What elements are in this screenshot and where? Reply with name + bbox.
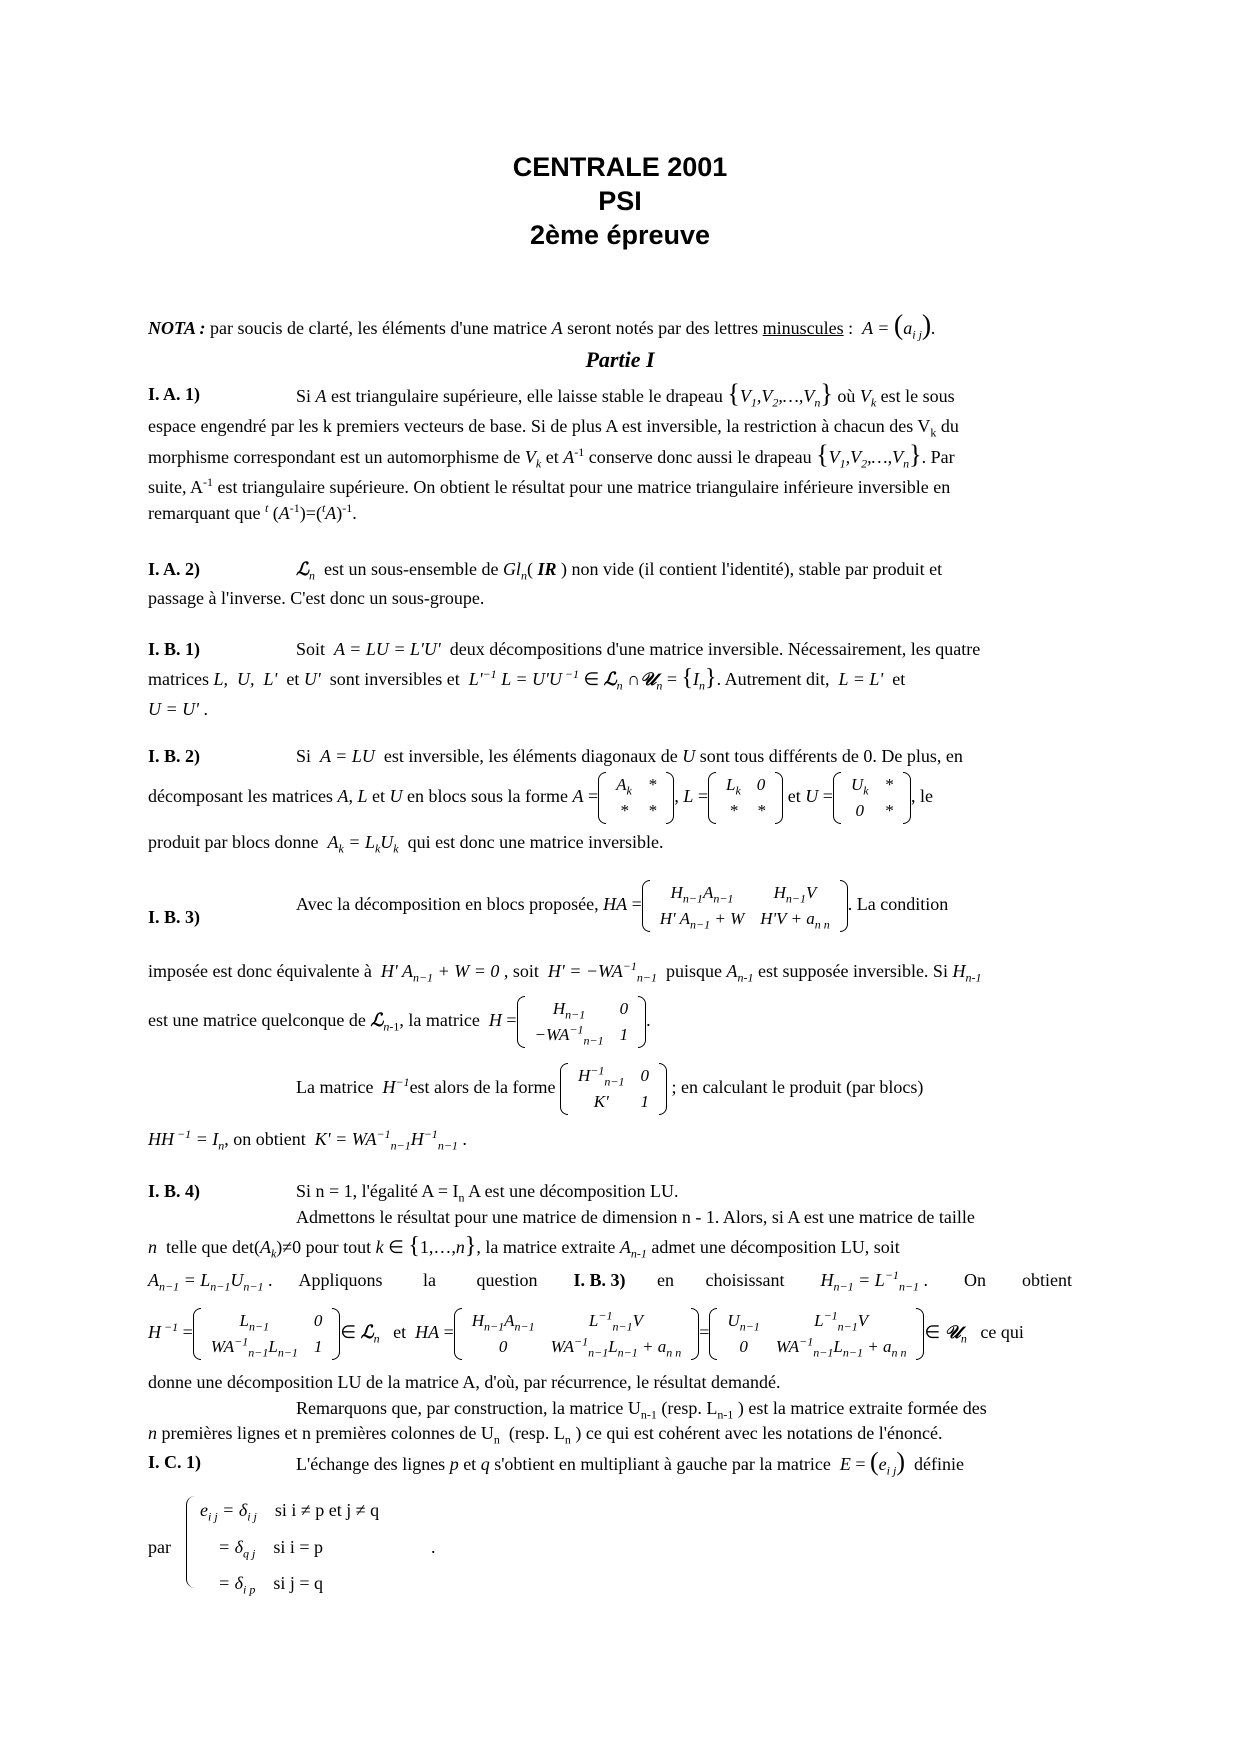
ib3-text: est une matrice quelconque de <box>148 1010 366 1031</box>
ib4-text: et <box>393 1322 407 1343</box>
document-subtitle: PSI <box>598 186 642 216</box>
ib4-text: premières lignes et n premières colonnes de U <box>161 1423 494 1443</box>
part-title: Partie I <box>585 347 655 372</box>
label-ib3: I. B. 3) <box>148 907 201 927</box>
ia1-text: et <box>545 447 559 467</box>
document-subtitle-2: 2ème épreuve <box>529 220 711 250</box>
ib3-text: est supposée inversible. Si <box>757 961 948 981</box>
ib2-text: en blocs sous la forme <box>406 786 568 807</box>
ia1-line-4: suite, $A^{-1}$ est triangulaire supérieure. On obtient le résultat pour une matrice triangulaire inférieure inversible en <box>148 475 951 497</box>
nota-text-3: : <box>848 318 854 338</box>
ia1-text: est triangulaire supérieure, elle laisse stable le drapeau <box>331 386 723 406</box>
ib4-text: ) ce qui est cohérent avec les notations de l'énoncé. <box>575 1423 943 1443</box>
ib4-text: en <box>657 1270 675 1290</box>
matrix-h-inverse-2: $L_{n-1}$ 0 $WA^{-1}_{n-1}L_{n-1}$ 1 <box>193 1308 341 1360</box>
system-brace <box>186 1496 195 1588</box>
ic1-text: L'échange des lignes <box>296 1454 446 1474</box>
ia2-line-1: ℒ$_n$ est un sous-ensemble de $Gl_n$( IR ) non vide (il contient l'identité), stable par produit et <box>296 559 943 583</box>
ic1-par: par <box>148 1537 171 1557</box>
ib4-line-5: H $^{-1}$ = $L_{n-1}$ 0 $WA^{-1}_{n-1}L_{n-1}$ 1 ∈ ℒ$_n$ et HA = $H_{n-1}A_{n-1}$ $L^{-1}_{n-1}V$ 0 $WA^{-1}_{n-1}L_{n-1} + a_{n n}$ = $U_{n-1}$ $L^{-1}_{n-1}V$ 0 $WA^{-1}_{n-1}L_{n-1} + a_{n n}$ ∈ 𝒰$_n$ ce qui <box>148 1308 1024 1360</box>
ib3-line-4: La matrice $H^{-1}est$ alors de la forme $H^{-1}_{n-1}$ 0 K' 1 ; en calculant le produit (par blocs) <box>296 1063 1094 1115</box>
ia2-text: est un sous-ensemble de <box>323 559 499 579</box>
ib2-line-2: décomposant les matrices A, L et U en blocs sous la forme A = $A_k$ * * * , L = $L_k$ 0 * * et U = $U_k$ * 0 * , le <box>148 772 1094 824</box>
ib1-text: Soit <box>296 639 326 659</box>
ia1-text: du <box>940 416 959 436</box>
ic1-text: et <box>463 1454 477 1474</box>
ia1-text: est le sous <box>880 386 955 406</box>
ib1-text: et <box>892 669 906 689</box>
ib4-text: Si n = 1, l'égalité A = I <box>296 1181 459 1201</box>
label-ib4: I. B. 4) <box>148 1181 201 1201</box>
ib2-text: qui est donc une matrice inversible. <box>407 832 664 852</box>
ib1-line-3: U = U' . <box>148 699 208 719</box>
ib3-text: puisque <box>665 961 722 981</box>
ic1-text: définie <box>913 1454 964 1474</box>
ib2-text: sont tous différents de 0. De plus, en <box>699 746 963 766</box>
ib3-text: La matrice <box>296 1077 374 1098</box>
ia1-text: suite, A <box>148 477 204 497</box>
ib4-line-8: n premières lignes et n premières colonnes de $U_n$ (resp. $L_n$ ) ce qui est cohérent avec les notations de l'énoncé. <box>148 1423 943 1447</box>
ib4-text: admet une décomposition LU, soit <box>651 1237 900 1257</box>
ib4-text: (resp. L <box>661 1398 718 1418</box>
ib4-text: telle que det( <box>166 1237 260 1257</box>
ib4-text: question <box>476 1270 538 1290</box>
label-ib1: I. B. 1) <box>148 639 201 659</box>
ib1-line-1: Soit A = LU = L'U' deux décompositions d'une matrice inversible. Nécessairement, les quatre <box>296 639 981 659</box>
ib3-text: . La condition <box>847 894 949 915</box>
ib2-text: est inversible, les éléments diagonaux de <box>383 746 678 766</box>
ib4-text: Remarquons que, par construction, la matrice U <box>296 1398 641 1418</box>
ia2-text: non vide (il contient l'identité), stable par produit et <box>571 559 943 579</box>
nota-text-1: par soucis de clarté, les éléments d'une matrice <box>210 318 548 338</box>
matrix-h-inverse: $H^{-1}_{n-1}$ 0 K' 1 <box>560 1063 667 1115</box>
nota-text-2: seront notés par des lettres <box>567 318 759 338</box>
ib2-text: , le <box>911 786 934 807</box>
ib4-text: )≠0 pour tout <box>276 1237 372 1257</box>
matrix-h: $H_{n-1}$ 0 $-WA^{-1}_{n-1}$ 1 <box>517 996 647 1048</box>
matrix-a-blocks: $A_k$ * * * <box>598 772 674 824</box>
ib2-text: et <box>787 786 801 807</box>
ib1-text: sont inversibles et <box>329 669 460 689</box>
ib3-line-1: Avec la décomposition en blocs proposée, HA = $H_{n-1}A_{n-1}$ $H_{n-1}V$ H' $A_{n-1} + W$ $H'V + a_{n n}$ . La condition <box>296 880 948 932</box>
ic1-case-text: si i = p <box>273 1537 324 1557</box>
ic1-case-1: $e_{i j} = \delta_{i j}$ si i ≠ p et j ≠ q <box>200 1500 380 1524</box>
ia1-text: conserve donc aussi le drapeau <box>588 447 812 467</box>
ib3-text: ; en calculant le produit (par blocs) <box>671 1077 924 1098</box>
ic1-case-text: si i ≠ p et j ≠ q <box>274 1500 380 1520</box>
ic1-text: s'obtient en multipliant à gauche par la matrice <box>494 1454 831 1474</box>
ic1-case-3: = $\delta_{i p}$ si j = q <box>218 1573 324 1597</box>
ib4-line-6: donne une décomposition LU de la matrice A, d'où, par récurrence, le résultat demandé. <box>148 1372 781 1392</box>
ib4-text: la <box>423 1270 437 1290</box>
ib1-text: et <box>286 669 300 689</box>
ib1-text: matrices <box>148 669 209 689</box>
ib2-text: produit par blocs donne <box>148 832 319 852</box>
ia2-line-2: passage à l'inverse. C'est donc un sous-groupe. <box>148 588 485 608</box>
ia1-text: où <box>837 386 856 406</box>
ic1-case-text: si j = q <box>273 1573 324 1593</box>
ib1-line-2: matrices L, U, L' et U' sont inversibles et $L'^{-1}$ L = U'U $^{-1}$ ∈ ℒ$_n$ ∩𝒰$_n$ = $\{I_n\}$. Autrement dit, L = L' et <box>148 665 906 693</box>
ia1-line-5: remarquant que $^t$ $(A^{-1})=(^tA)^{-1}$. <box>148 501 357 523</box>
ib4-text: I. B. 3) <box>573 1270 626 1290</box>
nota-label: NOTA : <box>148 318 206 338</box>
label-ic1: I. C. 1) <box>148 1452 201 1472</box>
ib4-text: A est une décomposition LU. <box>468 1181 679 1201</box>
ic1-case-2: = $\delta_{q j}$ si i = p . <box>218 1537 436 1561</box>
ib4-line-3: n telle que $\det(A_k)\ne 0$ pour tout k ∈ {1,…,n}, la matrice extraite $A_{n-1}$ admet une décomposition LU, soit <box>148 1233 900 1261</box>
label-ib2: I. B. 2) <box>148 746 201 766</box>
ib4-text: obtient <box>1022 1270 1073 1290</box>
ib4-text: ) est la matrice extraite formée des <box>737 1398 987 1418</box>
ib3-text: imposée est donc équivalente à <box>148 961 372 981</box>
ia1-text: est triangulaire supérieure. On obtient le résultat pour une matrice triangulaire inférieure inversible en <box>217 477 951 497</box>
ib3-text: , soit <box>503 961 539 981</box>
ib2-text: décomposant les matrices <box>148 786 333 807</box>
ib1-text: . Autrement dit, <box>716 669 830 689</box>
ia1-line-1: Si A est triangulaire supérieure, elle laisse stable le drapeau $\{V_1,V_2,\dots,V_n\}$ où $V_k$ est le sous <box>296 379 955 410</box>
ib2-line-3: produit par blocs donne $A_k = L_kU_k$ qui est donc une matrice inversible. <box>148 832 664 856</box>
ib4-text: Appliquons <box>298 1270 383 1290</box>
ib3-text: , on obtient <box>224 1129 306 1149</box>
ia1-text: . Par <box>921 447 955 467</box>
document-title: CENTRALE 2001 <box>512 152 728 182</box>
matrix-u-blocks: $U_k$ * 0 * <box>833 772 911 824</box>
nota-line <box>148 310 1094 342</box>
ib4-text: On <box>964 1270 987 1290</box>
label-ia1: I. A. 1) <box>148 384 201 404</box>
ib3-text: , la matrice <box>399 1010 480 1031</box>
ib4-line-7: Remarquons que, par construction, la matrice $U_{n-1}$ (resp. $L_{n-1}$ ) est la matrice extraite formée des <box>296 1398 987 1422</box>
ib4-text: (resp. L <box>508 1423 565 1443</box>
ia1-text: remarquant que <box>148 503 261 523</box>
nota-formula: $A = (a_{i j})$. <box>857 310 936 342</box>
ib3-line-3: est une matrice quelconque de ℒ$_{n-1}$, la matrice H = $H_{n-1}$ 0 $-WA^{-1}_{n-1}$ 1 . <box>148 996 1094 1048</box>
ib3-text: est alors de la forme <box>409 1077 556 1098</box>
matrix-ha-2: $H_{n-1}A_{n-1}$ $L^{-1}_{n-1}V$ 0 $WA^{-1}_{n-1}L_{n-1} + a_{n n}$ <box>454 1308 700 1360</box>
ib4-text: , la matrice extraite <box>476 1237 616 1257</box>
ib3-line-2: imposée est donc équivalente à H' $A_{n-1} + W = 0$ , soit $H' = -WA^{-1}_{n-1}$ puisque $A_{n-1}$ est supposée inversible. Si $H_{n-1}$ <box>148 959 982 985</box>
label-ia2: I. A. 2) <box>148 559 201 579</box>
ib4-line-4: $A_{n-1} = L_{n-1}U_{n-1}$ . Appliquons la question I. B. 3) en choisissant $H_{n-1} = L^{-1}_{n-1}$ . On obtient <box>148 1268 1073 1294</box>
ib4-line-2: Admettons le résultat pour une matrice de dimension n - 1. Alors, si A est une matrice de taille <box>296 1207 975 1227</box>
matrix-ha: $H_{n-1}A_{n-1}$ $H_{n-1}V$ H' $A_{n-1} + W$ $H'V + a_{n n}$ <box>642 880 848 932</box>
ib4-line-1: Si n = 1, l'égalité $A = I_n$ A est une décomposition LU. <box>296 1181 679 1205</box>
ib1-text: deux décompositions d'une matrice inversible. Nécessairement, les quatre <box>449 639 981 659</box>
ib4-text: choisissant <box>705 1270 785 1290</box>
ib3-text: Avec la décomposition en blocs proposée, <box>296 894 599 915</box>
ia1-text: espace engendré par les k premiers vecteurs de base. Si de plus A est inversible, la restriction à chacun des V <box>148 416 931 436</box>
ia1-line-2: espace engendré par les k premiers vecteurs de base. Si de plus A est inversible, la restriction à chacun des $V_k$ du <box>148 416 959 440</box>
ib2-text: Si <box>296 746 312 766</box>
ib2-text: et <box>371 786 385 807</box>
nota-underlined: minuscules <box>762 318 844 338</box>
matrix-l-blocks: $L_k$ 0 * * <box>708 772 783 824</box>
matrix-u-result: $U_{n-1}$ $L^{-1}_{n-1}V$ 0 $WA^{-1}_{n-1}L_{n-1} + a_{n n}$ <box>709 1308 924 1360</box>
ib3-line-5: HH $^{-1} = I_n$, on obtient $K' = WA^{-1}_{n-1}H^{-1}_{n-1}$ . <box>148 1127 467 1153</box>
ia1-text: morphisme correspondant est un automorphisme de <box>148 447 521 467</box>
ib4-text: ce qui <box>980 1322 1024 1343</box>
ia1-line-3: morphisme correspondant est un automorphisme de $V_k$ et $A^{-1}$ conserve donc aussi le drapeau $\{V_1,V_2,\dots,V_n\}$. Par <box>148 440 955 471</box>
ic1-line-1: L'échange des lignes p et q s'obtient en multipliant à gauche par la matrice $E = (e_{i j})$ définie <box>296 1447 964 1478</box>
nota-var: A <box>551 318 563 338</box>
ib2-line-1: Si A = LU est inversible, les éléments diagonaux de U sont tous différents de 0. De plus, en <box>296 746 963 766</box>
ia1-text: Si <box>296 386 312 406</box>
